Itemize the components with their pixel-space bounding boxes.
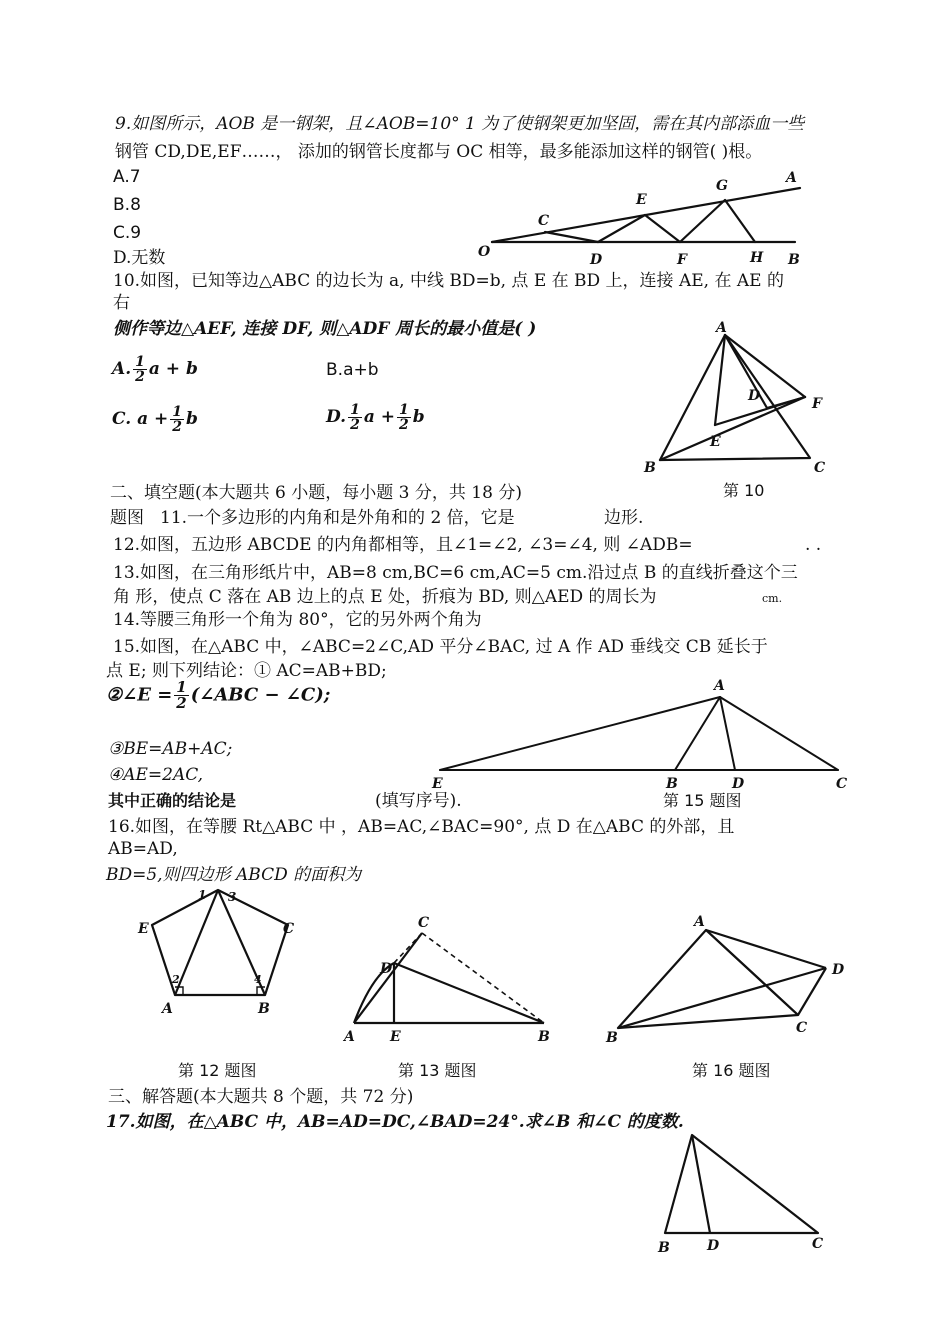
q10-option-a <box>112 355 198 384</box>
q15-line1: 15.如图，在△ABC 中，∠ABC=2∠C,AD 平分∠BAC, 过 A 作 AD 垂线交 CB 延长于 <box>113 637 768 657</box>
q10-option-a-fraction <box>133 355 147 384</box>
fig13-label-e: E <box>390 1029 401 1045</box>
fig13-caption: 第 13 题图 <box>398 1061 477 1080</box>
fig13-figure <box>342 915 562 1045</box>
q9-label-e: E <box>636 192 647 208</box>
q10-option-d-denominator1: 2 <box>350 417 360 433</box>
q10-label-f: F <box>812 396 822 412</box>
q15-item2-numerator: 1 <box>176 678 187 696</box>
q10-option-d-fraction2 <box>397 403 411 432</box>
q9-option-d: D.无数 <box>113 248 166 268</box>
fig15-caption: 第 15 题图 <box>663 791 742 810</box>
q10-option-a-suffix: a + b <box>148 359 198 379</box>
q15-label-b: B <box>666 776 678 792</box>
fig16-label-d: D <box>832 962 845 978</box>
q10-option-c-numerator: 1 <box>172 404 182 420</box>
q10-option-c-prefix: C. a + <box>112 409 169 429</box>
q10-option-d-numerator1: 1 <box>350 402 360 418</box>
q10-option-a-prefix: A. <box>112 359 132 379</box>
q10-line2: 右 <box>113 293 130 313</box>
q10-option-d-numerator2: 1 <box>399 402 409 418</box>
section2-heading: 二、填空题(本大题共 6 小题，每小题 3 分，共 18 分) <box>110 483 522 503</box>
q17-label-b: B <box>658 1240 670 1256</box>
fig13-label-b: B <box>538 1029 550 1045</box>
fig12-figure <box>130 885 300 1025</box>
q12-text: 12.如图，五边形 ABCDE 的内角都相等，且∠1=∠2, ∠3=∠4, 则 ∠ADB= <box>113 535 693 555</box>
fig12-label-c: C <box>283 921 295 937</box>
q13-line2: 角 形，使点 C 落在 AB 边上的点 E 处，折痕为 BD, 则△AED 的周长为 <box>113 587 657 607</box>
fig13-label-a: A <box>344 1029 355 1045</box>
q10-line1: 10.如图，已知等边△ABC 的边长为 a, 中线 BD=b, 点 E 在 BD 上，连接 AE, 在 AE 的 <box>113 271 784 291</box>
q10-label-b: B <box>644 460 656 476</box>
q10-option-c-denominator: 2 <box>172 419 182 435</box>
q10-option-d-prefix: D. <box>326 407 347 427</box>
q10-option-b: B.a+b <box>326 360 379 380</box>
q9-label-o: O <box>478 244 491 260</box>
fig16-caption: 第 16 题图 <box>692 1061 771 1080</box>
q9-option-a: A.7 <box>113 167 141 187</box>
q10-option-d-denominator2: 2 <box>399 417 409 433</box>
q9-option-c: C.9 <box>113 223 142 243</box>
fig10-caption-part2: 题图 <box>110 508 144 528</box>
q9-option-b: B.8 <box>113 195 141 215</box>
q13-line1: 13.如图，在三角形纸片中，AB=8 cm,BC=6 cm,AC=5 cm.沿过点 B 的直线折叠这个三 <box>113 563 798 583</box>
q10-option-c-suffix: b <box>186 409 198 429</box>
q15-answer-prompt: 其中正确的结论是 <box>108 791 237 810</box>
q16-line1: 16.如图，在等腰 Rt△ABC 中 ，AB=AC,∠BAC=90°, 点 D 在△ABC 的外部，且 <box>108 817 735 837</box>
q10-option-c <box>112 405 198 434</box>
fig13-label-c: C <box>418 915 430 931</box>
section3-heading: 三、解答题(本大题共 8 个题，共 72 分) <box>108 1087 414 1107</box>
q17-figure <box>650 1130 840 1260</box>
q17-label-c: C <box>812 1236 824 1252</box>
fig12-label-e: E <box>138 921 149 937</box>
q14-text: 14.等腰三角形一个角为 80°，它的另外两个角为 <box>113 610 482 630</box>
q9-label-b: B <box>788 252 800 268</box>
q17-text: 17.如图，在△ABC 中，AB=AD=DC,∠BAD=24°.求∠B 和∠C 的度数. <box>106 1112 684 1132</box>
q11-text: 11.一个多边形的内角和是外角和的 2 倍，它是 <box>160 508 515 528</box>
q15-item4: ④AE=2AC, <box>108 765 204 785</box>
q17-label-d: D <box>707 1238 720 1254</box>
fig12-label-1: 1 <box>198 888 207 902</box>
q15-label-c: C <box>836 776 848 792</box>
fig16-label-b: B <box>606 1030 618 1046</box>
q9-label-c: C <box>538 213 550 229</box>
q10-option-d-fraction1 <box>348 403 362 432</box>
q9-figure <box>470 170 810 270</box>
q15-figure <box>430 675 850 790</box>
q10-option-c-fraction <box>170 405 184 434</box>
q10-label-c: C <box>814 460 826 476</box>
q11-end: 边形. <box>604 508 644 528</box>
fig12-label-2: 2 <box>172 973 180 986</box>
q15-item2-fraction <box>174 680 188 711</box>
fig16-label-c: C <box>796 1020 808 1036</box>
q9-line2: 钢管 CD,DE,EF……， 添加的钢管长度都与 OC 相等，最多能添加这样的钢管( )根。 <box>115 142 763 162</box>
q15-line2: 点 E; 则下列结论：① AC=AB+BD; <box>106 661 387 681</box>
q15-item3: ③BE=AB+AC; <box>108 739 233 759</box>
q10-label-a: A <box>716 320 727 336</box>
q9-label-f: F <box>677 252 687 268</box>
q10-figure <box>640 320 840 480</box>
q15-item2 <box>106 680 330 711</box>
q10-line3: 侧作等边△AEF, 连接 DF, 则△ADF 周长的最小值是( ) <box>113 319 537 339</box>
fig12-caption: 第 12 题图 <box>178 1061 257 1080</box>
fig10-caption-part1: 第 10 <box>723 481 765 500</box>
q9-line1: 9.如图所示，AOB 是一钢架，且∠AOB=10° 1 为了使钢架更加坚固，需在其内部添血一些 <box>115 114 805 134</box>
q15-item2-denominator: 2 <box>176 694 187 712</box>
q15-answer-hint: (填写序号). <box>375 791 462 811</box>
q15-label-d: D <box>732 776 745 792</box>
q10-option-a-denominator: 2 <box>135 369 145 385</box>
q16-line2: AB=AD, <box>108 839 178 859</box>
q15-item2-suffix: (∠ABC − ∠C); <box>190 684 331 706</box>
q16-line3: BD=5,则四边形 ABCD 的面积为 <box>106 865 362 885</box>
q10-label-e: E <box>710 434 721 450</box>
q10-label-d: D <box>748 388 761 404</box>
q10-option-d-middle: a + <box>363 407 395 427</box>
q9-label-g: G <box>716 178 728 194</box>
fig12-label-3: 3 <box>228 890 237 904</box>
fig12-label-4: 4 <box>254 973 262 986</box>
q9-label-h: H <box>750 250 764 266</box>
fig16-figure <box>598 910 858 1050</box>
q15-label-e: E <box>432 776 443 792</box>
fig16-label-a: A <box>694 914 705 930</box>
fig12-label-b: B <box>258 1001 270 1017</box>
q9-label-d: D <box>590 252 603 268</box>
fig13-label-d: D <box>380 961 393 977</box>
q10-option-a-numerator: 1 <box>135 354 145 370</box>
q15-label-a: A <box>714 678 725 694</box>
q13-unit: cm. <box>762 592 783 605</box>
fig12-label-a: A <box>162 1001 173 1017</box>
q9-label-a: A <box>786 170 797 186</box>
q15-item2-prefix: ②∠E = <box>106 684 173 706</box>
q10-option-d <box>326 403 425 432</box>
q10-option-d-suffix: b <box>412 407 425 427</box>
q12-end: . . <box>805 535 822 555</box>
